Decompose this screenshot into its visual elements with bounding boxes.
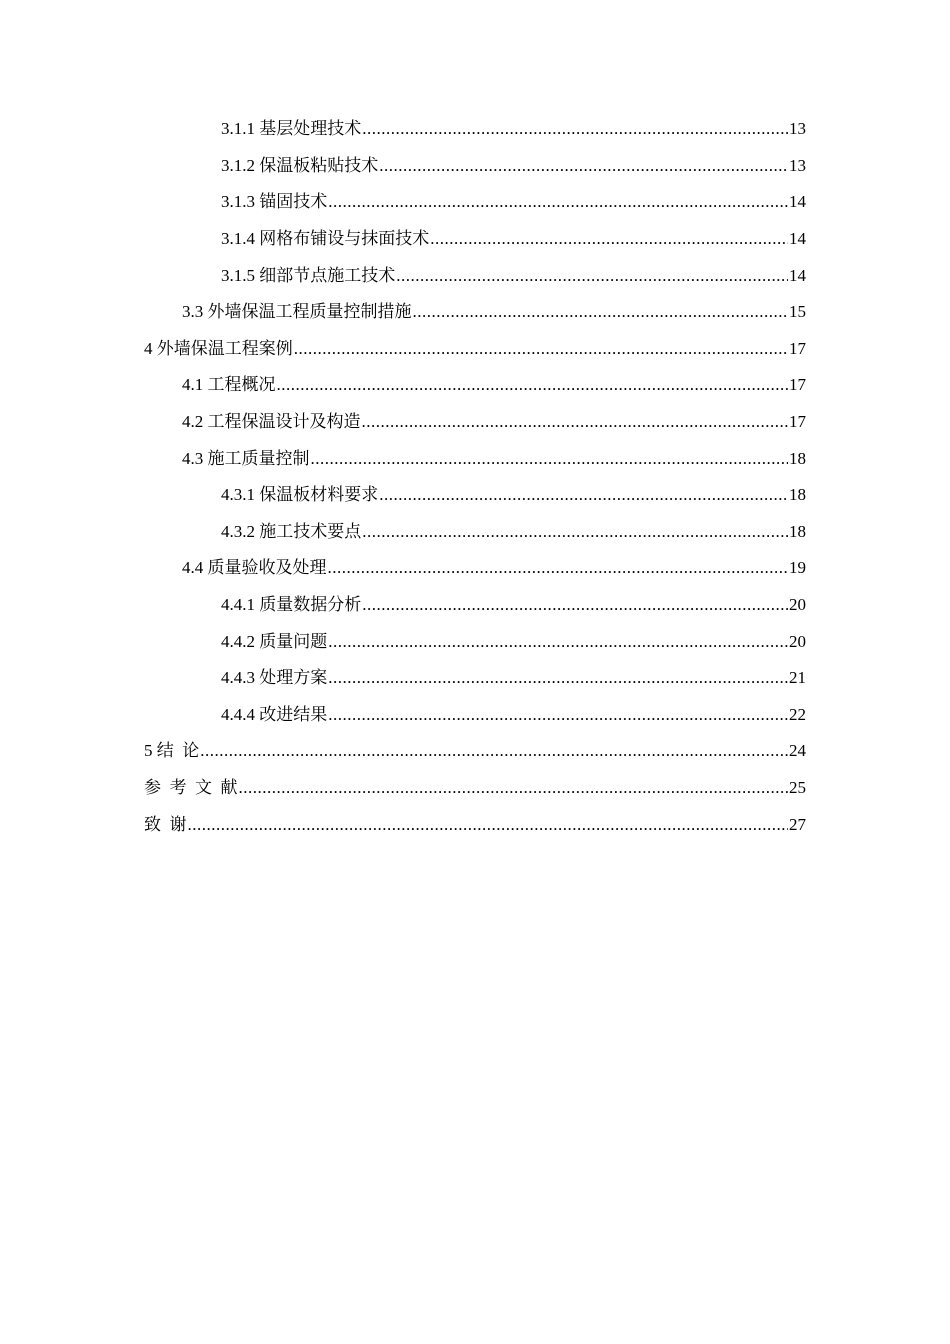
toc-entry[interactable] [0,697,950,734]
toc-entry-page: 22 [789,704,806,724]
toc-entry[interactable] [0,367,950,404]
toc-leader-dots [328,558,789,578]
toc-entry-page: 14 [789,265,806,285]
toc-leader-dots [311,449,789,469]
toc-entry-label: 4.2 工程保温设计及构造 [182,412,361,432]
toc-entry-label: 4.4.4 改进结果 [221,704,328,724]
toc-leader-dots [328,705,788,725]
toc-leader-dots [362,119,788,139]
toc-entry-label: 4.3.1 保温板材料要求 [221,485,379,505]
toc-leader-dots [396,266,788,286]
toc-entry[interactable] [0,111,950,148]
toc-entry-page: 25 [789,777,806,797]
toc-entry[interactable] [0,404,950,441]
toc-leader-dots [362,595,788,615]
toc-entry[interactable] [0,294,950,331]
toc-entry[interactable] [0,221,950,258]
toc-entry-page: 19 [789,558,806,578]
toc-entry-label: 3.1.5 细部节点施工技术 [221,265,396,285]
toc-entry-label: 3.1.3 锚固技术 [221,192,328,212]
toc-entry-label: 3.3 外墙保温工程质量控制措施 [182,302,412,322]
toc-leader-dots [200,741,788,761]
toc-leader-dots [430,229,788,249]
toc-entry-label: 4.3.2 施工技术要点 [221,521,362,541]
toc-leader-dots [362,522,788,542]
toc-entry-page: 17 [789,375,806,395]
toc-leader-dots [362,412,789,432]
toc-entry-label: 4.1 工程概况 [182,375,276,395]
toc-entry-page: 13 [789,155,806,175]
toc-entry[interactable] [0,477,950,514]
toc-entry-page: 15 [789,302,806,322]
toc-entry[interactable] [0,660,950,697]
toc-entry-page: 21 [789,668,806,688]
toc-entry-label: 致 谢 [144,814,187,834]
toc-leader-dots [328,192,788,212]
toc-entry-label: 3.1.2 保温板粘贴技术 [221,155,379,175]
toc-entry-page: 14 [789,192,806,212]
toc-leader-dots [239,778,789,798]
toc-entry-page: 20 [789,631,806,651]
toc-entry-label: 4.4 质量验收及处理 [182,558,327,578]
toc-entry-label: 4.4.3 处理方案 [221,668,328,688]
toc-entry-label: 3.1.1 基层处理技术 [221,119,362,139]
toc-entry[interactable] [0,148,950,185]
toc-entry[interactable] [0,733,950,770]
toc-entry-page: 18 [789,485,806,505]
toc-entry[interactable] [0,806,950,843]
toc-entry-label: 参 考 文 献 [144,777,238,797]
toc-entry[interactable] [0,514,950,551]
toc-leader-dots [188,815,789,835]
toc-entry-page: 14 [789,229,806,249]
toc-entry[interactable] [0,440,950,477]
toc-entry-page: 17 [789,412,806,432]
toc-entry-label: 5 结 论 [144,741,200,761]
toc-leader-dots [379,156,788,176]
toc-entry[interactable] [0,770,950,807]
toc-leader-dots [328,668,788,688]
toc-entry-page: 17 [789,338,806,358]
toc-entry[interactable] [0,331,950,368]
toc-entry-page: 13 [789,119,806,139]
toc-leader-dots [277,375,789,395]
toc-entry-page: 24 [789,741,806,761]
toc-leader-dots [379,485,788,505]
toc-entry-page: 27 [789,814,806,834]
toc-entry-label: 3.1.4 网格布铺设与抹面技术 [221,229,430,249]
toc-entry[interactable] [0,257,950,294]
toc-leader-dots [328,632,788,652]
toc-entry[interactable] [0,550,950,587]
toc-entry-label: 4.4.1 质量数据分析 [221,595,362,615]
table-of-contents [0,111,950,843]
toc-entry[interactable] [0,587,950,624]
toc-leader-dots [294,339,788,359]
toc-entry[interactable] [0,184,950,221]
toc-entry-page: 18 [789,448,806,468]
toc-entry-label: 4.3 施工质量控制 [182,448,310,468]
toc-entry-page: 18 [789,521,806,541]
toc-leader-dots [413,302,789,322]
toc-entry[interactable] [0,623,950,660]
toc-entry-label: 4.4.2 质量问题 [221,631,328,651]
toc-entry-label: 4 外墙保温工程案例 [144,338,293,358]
toc-entry-page: 20 [789,595,806,615]
